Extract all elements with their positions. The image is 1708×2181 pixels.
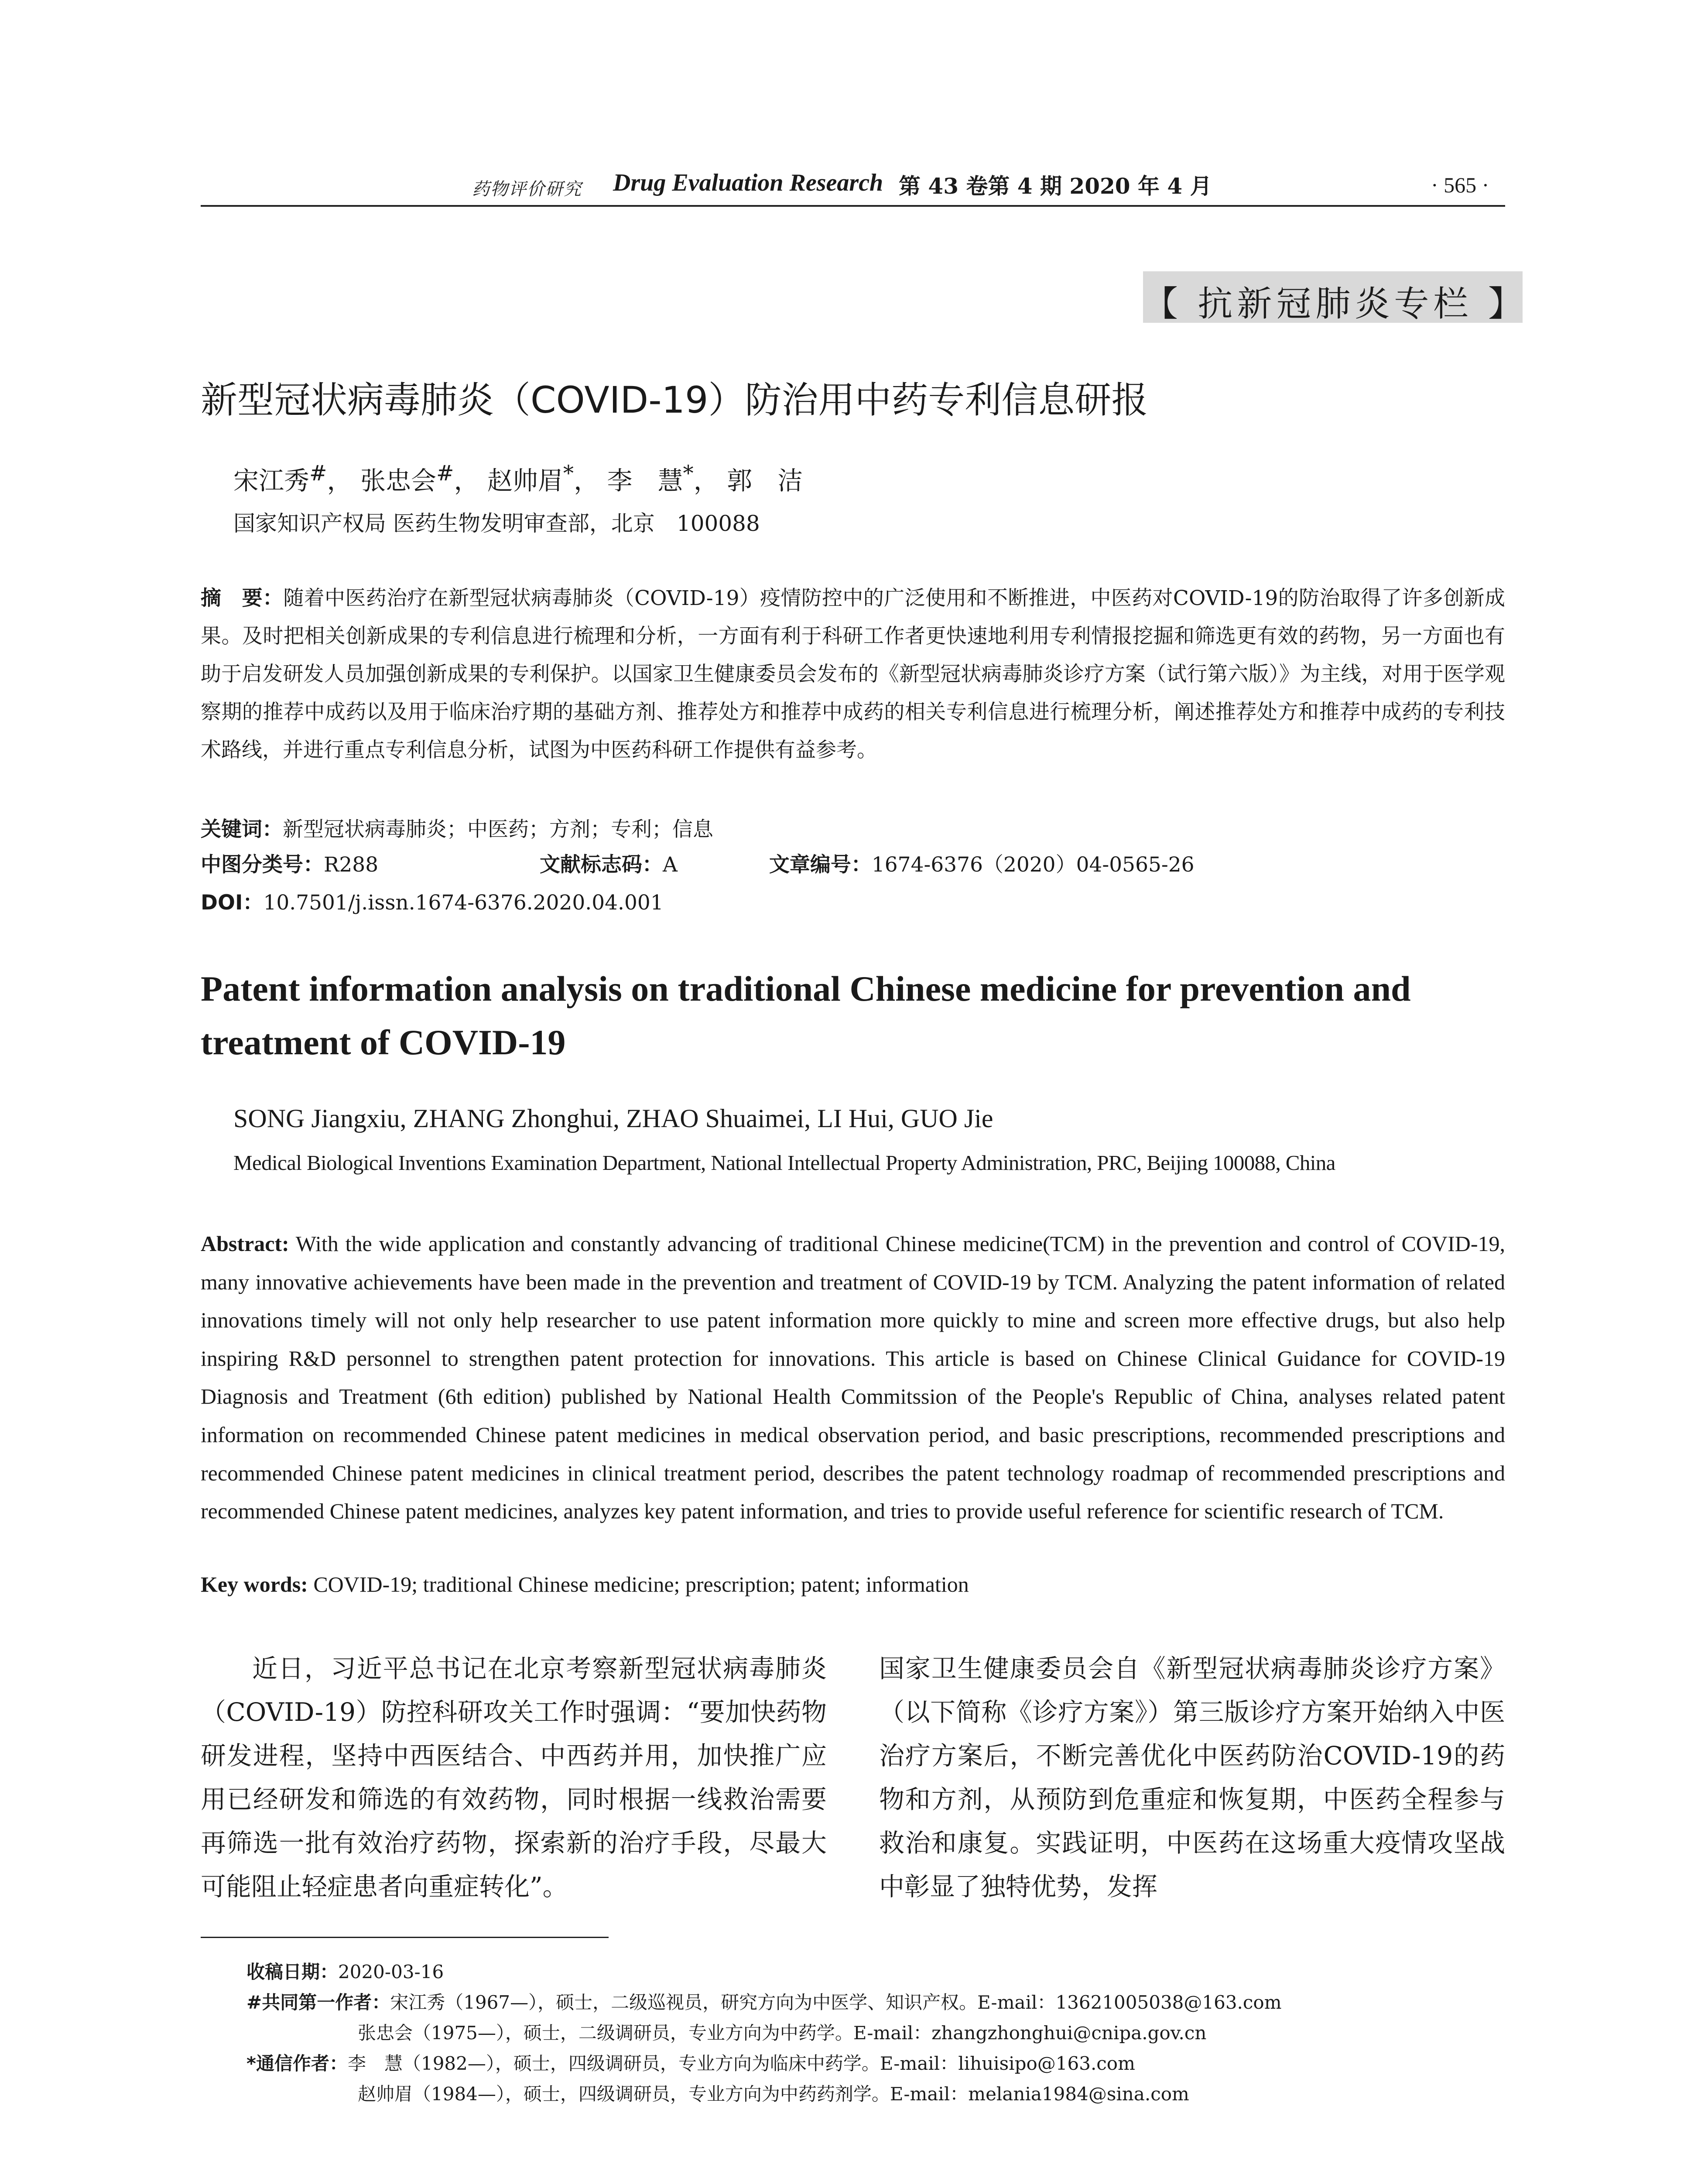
- author-mark: *: [683, 461, 694, 486]
- column-tag: 【 抗新冠肺炎专栏 】: [1143, 284, 1527, 324]
- doi-value: 10.7501/j.issn.1674-6376.2020.04.001: [263, 891, 664, 915]
- authors-en: SONG Jiangxiu, ZHANG Zhonghui, ZHAO Shuaimei, LI Hui, GUO Jie: [233, 1104, 993, 1133]
- header-rule: [201, 205, 1505, 207]
- journal-name: Drug Evaluation Research: [613, 169, 883, 196]
- footnote-cofirst-1: [246, 1988, 1282, 2014]
- footnote-rule: [201, 1937, 609, 1938]
- abstract-en: [201, 1225, 1505, 1531]
- clc-label: 中图分类号：: [201, 853, 324, 877]
- keywords-zh: [201, 810, 1505, 848]
- cofirst-label: #共同第一作者：: [246, 1992, 390, 2013]
- footnote-received: [246, 1958, 444, 1984]
- received-label: 收稿日期：: [246, 1961, 339, 1983]
- keywords-zh-label: 关键词：: [201, 817, 283, 841]
- author-name: 李 慧: [607, 466, 683, 496]
- author-name: 张忠会: [360, 466, 436, 496]
- classification-line: [201, 848, 1195, 878]
- title-zh: 新型冠状病毒肺炎（COVID-19）防治用中药专利信息研报: [201, 379, 1148, 421]
- abstract-zh-label: 摘 要：: [201, 586, 284, 610]
- page-number: · 565 ·: [1431, 173, 1489, 197]
- body-left-text: 近日，习近平总书记在北京考察新型冠状病毒肺炎（COVID-19）防控科研攻关工作时强调：“要加快药物研发进程，坚持中西医结合、中西药并用，加快推广应用已经研发和筛选的有效药物，同时根据一线救治需要再筛选一批有效治疗药物，探索新的治疗手段，尽最大可能阻止轻症患者向重症转化”。: [201, 1654, 827, 1901]
- body-right-text: 国家卫生健康委员会自《新型冠状病毒肺炎诊疗方案》（以下简称《诊疗方案》）第三版诊疗方案开始纳入中医治疗方案后，不断完善优化中医药防治COVID-19的药物和方剂，从预防到危重症和恢复期，中医药全程参与救治和康复。实践证明，中医药在这场重大疫情攻坚战中彰显了独特优势，发挥: [879, 1654, 1505, 1901]
- corr-label: *通信作者：: [246, 2053, 348, 2074]
- journal-logo: 药物评价研究: [472, 179, 582, 199]
- footnote-corr-2: 赵帅眉（1984—），硕士，四级调研员，专业方向为中药药剂学。E-mail：melania1984@sina.com: [358, 2083, 1189, 2105]
- article-no-value: 1674-6376（2020）04-0565-26: [871, 853, 1195, 877]
- abstract-zh-text: 随着中医药治疗在新型冠状病毒肺炎（COVID-19）疫情防控中的广泛使用和不断推进，中医药对COVID-19的防治取得了许多创新成果。及时把相关创新成果的专利信息进行梳理和分析，一方面有利于科研工作者更快速地利用专利情报挖掘和筛选更有效的药物，另一方面也有助于启发研发人员加强创新成果的专利保护。以国家卫生健康委员会发布的《新型冠状病毒肺炎诊疗方案（试行第六版）》为主线，对用于医学观察期的推荐中成药以及用于临床治疗期的基础方剂、推荐处方和推荐中成药的相关专利信息进行梳理分析，阐述推荐处方和推荐中成药的专利技术路线，并进行重点专利信息分析，试图为中医药科研工作提供有益参考。: [201, 586, 1505, 762]
- doi-label: DOI：: [201, 891, 264, 915]
- affiliation-zh: 国家知识产权局 医药生物发明审查部，北京 100088: [233, 511, 760, 536]
- journal-issue: 第 43 卷第 4 期 2020 年 4 月: [899, 173, 1212, 199]
- footnote-cofirst-2: 张忠会（1975—），硕士，二级调研员，专业方向为中药学。E-mail：zhangzhonghui@cnipa.gov.cn: [358, 2022, 1207, 2044]
- footnote-corr-1: [246, 2049, 1135, 2075]
- corr-1-value: 李 慧（1982—），硕士，四级调研员，专业方向为临床中药学。E-mail：lihuisipo@163.com: [347, 2053, 1135, 2074]
- author-name: 郭 洁: [727, 466, 803, 496]
- author-name: 宋江秀: [233, 466, 310, 496]
- doc-code-label: 文献标志码：: [540, 853, 663, 877]
- abstract-en-label: Abstract:: [201, 1231, 289, 1256]
- keywords-en: [201, 1572, 969, 1597]
- author-name: 赵帅眉: [487, 466, 563, 496]
- doi-line: [201, 886, 664, 916]
- authors-zh: 宋江秀#， 张忠会#， 赵帅眉*， 李 慧*， 郭 洁: [233, 461, 803, 496]
- author-mark: #: [309, 461, 327, 486]
- abstract-zh: [201, 579, 1505, 769]
- body-column-left: [201, 1647, 827, 1908]
- keywords-en-text: COVID-19; traditional Chinese medicine; prescription; patent; information: [308, 1572, 969, 1596]
- author-mark: #: [436, 461, 454, 486]
- keywords-en-label: Key words:: [201, 1572, 308, 1596]
- received-value: 2020-03-16: [338, 1961, 444, 1983]
- affiliation-en: Medical Biological Inventions Examination Department, National Intellectual Property Administration, PRC, Beijing 100088, China: [233, 1151, 1335, 1175]
- clc-value: R288: [324, 853, 379, 877]
- cofirst-1-value: 宋江秀（1967—），硕士，二级巡视员，研究方向为中医学、知识产权。E-mail：13621005038@163.com: [390, 1992, 1282, 2013]
- article-no-label: 文章编号：: [769, 853, 872, 877]
- title-en: Patent information analysis on traditional Chinese medicine for prevention and treatment of COVID-19: [201, 969, 1411, 1062]
- keywords-zh-text: 新型冠状病毒肺炎；中医药；方剂；专利；信息: [283, 817, 713, 841]
- body-column-right: [879, 1647, 1505, 1908]
- doc-code-value: A: [663, 853, 678, 877]
- abstract-en-text: With the wide application and constantly advancing of traditional Chinese medicine(TCM) in the prevention and control of COVID-19, many innovative achievements have been made in the prevention and treatment of COVID-19 by TCM. Analyzing the patent information of related innovations timely will not only help researcher to use patent information more quickly to mine and screen more effective drugs, but also help inspiring R&D personnel to strengthen patent protection for innovations. This article is based on Chinese Clinical Guidance for COVID-19 Diagnosis and Treatment (6th edition) published by National Health Commitssion of the People's Republic of China, analyses related patent information on recommended Chinese patent medicines in medical observation period, and basic prescriptions, recommended prescriptions and recommended Chinese patent medicines in clinical treatment period, describes the patent technology roadmap of recommended prescriptions and recommended Chinese patent medicines, analyzes key patent information, and tries to provide useful reference for scientific research of TCM.: [201, 1231, 1505, 1524]
- author-mark: *: [563, 461, 574, 486]
